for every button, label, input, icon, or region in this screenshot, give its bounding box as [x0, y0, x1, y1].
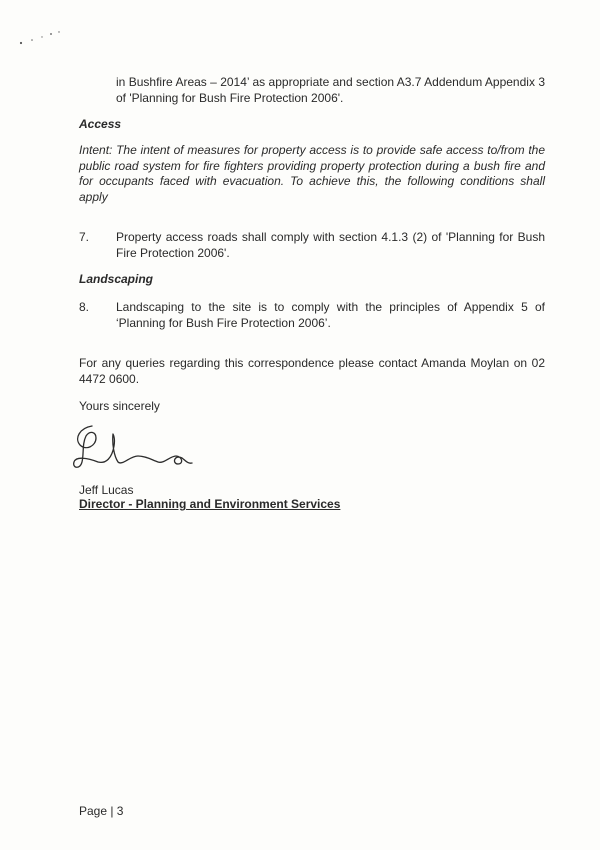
queries-paragraph: For any queries regarding this correspondence please contact Amanda Moylan on 02 4472 0600. [79, 356, 545, 386]
item-7-text: Property access roads shall comply with section 4.1.3 (2) of 'Planning for Bush Fire Protection 2006'. [116, 230, 545, 260]
signatory-title: Director - Planning and Environment Services [79, 497, 341, 511]
handwritten-signature [66, 418, 196, 474]
landscaping-heading: Landscaping [79, 272, 154, 286]
signatory-name: Jeff Lucas [79, 483, 134, 497]
access-intent-paragraph: Intent: The intent of measures for property access is to provide safe access to/from the public road system for fire fighters providing property protection during a bush fire and for occupants faced with evacuation. To achieve this, the following conditions shall apply [79, 143, 545, 204]
access-heading: Access [79, 117, 122, 131]
page-number: Page | 3 [79, 804, 124, 818]
item-number-8: 8. [79, 300, 90, 314]
scan-specks [18, 26, 78, 50]
item-number-7: 7. [79, 230, 90, 244]
item-8-text: Landscaping to the site is to comply with the principles of Appendix 5 of ‘Planning for Bush Fire Protection 2006’. [116, 300, 545, 330]
continuation-paragraph: in Bushfire Areas – 2014’ as appropriate and section A3.7 Addendum Appendix 3 of 'Planning for Bush Fire Protection 2006'. [116, 75, 545, 105]
sign-off: Yours sincerely [79, 399, 160, 413]
